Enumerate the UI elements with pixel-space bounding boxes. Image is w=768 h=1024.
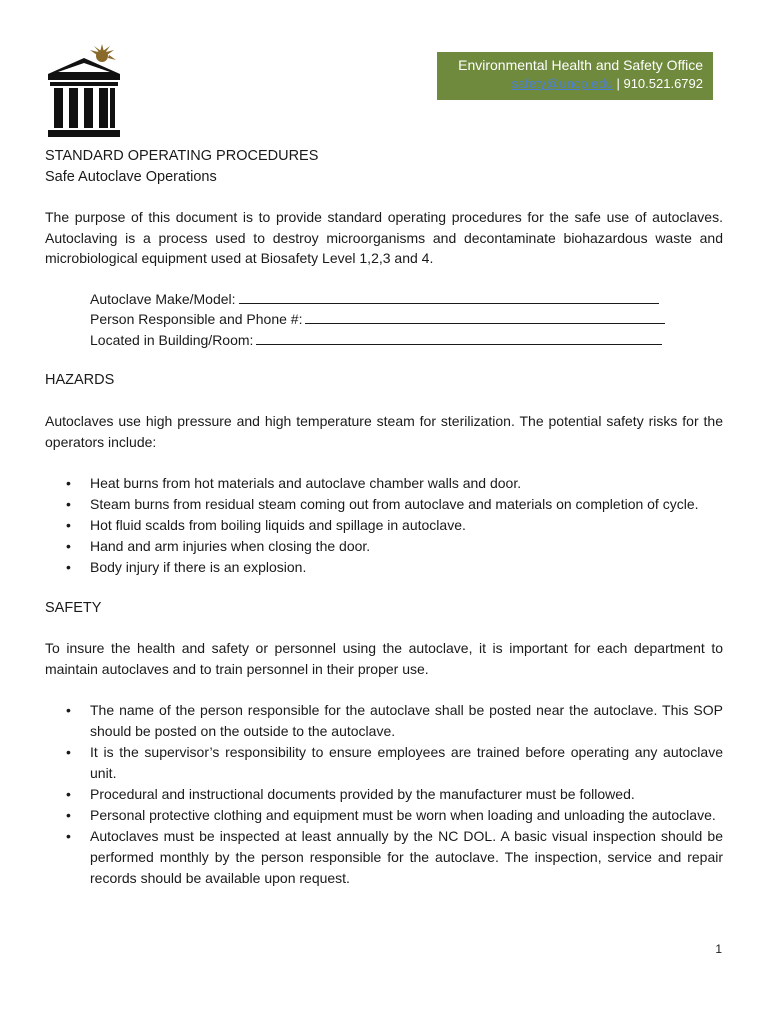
info-fields bbox=[45, 289, 723, 351]
bullet-icon: • bbox=[66, 786, 71, 802]
purpose-paragraph: The purpose of this document is to provide standard operating procedures for the safe use of autoclaves. Autoclaving is a process used to destroy microorganisms and decontaminate biohazardous waste and microbiological equipment used at Biosafety Level 1,2,3 and 4. bbox=[45, 209, 723, 266]
safety-intro: To insure the health and safety or personnel using the autoclave, it is important for each department to maintain autoclaves and to train personnel in their proper use. bbox=[45, 640, 723, 677]
office-title: Environmental Health and Safety Office bbox=[458, 57, 703, 73]
office-email-link[interactable]: safety@uncp.edu bbox=[511, 76, 613, 91]
field-label: Located in Building/Room: bbox=[90, 331, 254, 348]
bullet-icon: • bbox=[66, 807, 71, 823]
field-make-model bbox=[90, 289, 723, 310]
bullet-icon: • bbox=[66, 559, 71, 575]
bullet-icon: • bbox=[66, 496, 71, 512]
field-label: Autoclave Make/Model: bbox=[90, 290, 236, 307]
person-phone-blank-line[interactable] bbox=[305, 309, 665, 324]
bullet-icon: • bbox=[66, 517, 71, 533]
make-model-blank-line[interactable] bbox=[239, 289, 659, 304]
list-item: • Procedural and instructional documents provided by the manufacturer must be followed. bbox=[45, 784, 723, 805]
safety-heading: SAFETY bbox=[45, 600, 102, 616]
bullet-icon: • bbox=[66, 702, 71, 718]
bullet-icon: • bbox=[66, 828, 71, 844]
list-item: • The name of the person responsible for the autoclave shall be posted near the autoclave. This SOP should be posted on the outside to the autoclave. bbox=[66, 702, 723, 739]
document-title: STANDARD OPERATING PROCEDURES bbox=[45, 148, 319, 164]
hazards-heading: HAZARDS bbox=[45, 372, 115, 388]
page-number: 1 bbox=[715, 942, 722, 956]
building-room-blank-line[interactable] bbox=[256, 330, 662, 345]
office-header-box bbox=[437, 52, 713, 100]
list-item: • Steam burns from residual steam coming out from autoclave and materials on completion of cycle. bbox=[45, 494, 723, 515]
contact-separator: | bbox=[616, 76, 620, 91]
field-building-room bbox=[90, 330, 723, 351]
bullet-icon: • bbox=[66, 538, 71, 554]
sunburst-icon bbox=[90, 44, 116, 62]
office-phone: 910.521.6792 bbox=[623, 76, 703, 91]
list-item: • Autoclaves must be inspected at least annually by the NC DOL. A basic visual inspection should be performed monthly by the person responsible for the autoclave. The inspection, service and repair records should be available upon request. bbox=[66, 828, 723, 886]
document-subtitle: Safe Autoclave Operations bbox=[45, 169, 217, 185]
field-label: Person Responsible and Phone #: bbox=[90, 311, 303, 327]
list-item: • It is the supervisor’s responsibility to ensure employees are trained before operating any autoclave unit. bbox=[66, 744, 723, 781]
field-person-phone bbox=[90, 309, 723, 330]
office-contact bbox=[447, 75, 703, 93]
bullet-icon: • bbox=[66, 475, 71, 491]
university-building-icon bbox=[44, 44, 124, 138]
list-item: • Personal protective clothing and equipment must be worn when loading and unloading the autoclave. bbox=[45, 805, 723, 826]
list-item: • Body injury if there is an explosion. bbox=[45, 557, 723, 578]
hazards-list bbox=[45, 473, 723, 578]
safety-list bbox=[45, 700, 723, 889]
list-item: • Heat burns from hot materials and autoclave chamber walls and door. bbox=[45, 473, 723, 494]
bullet-icon: • bbox=[66, 744, 71, 760]
hazards-intro: Autoclaves use high pressure and high temperature steam for sterilization. The potential safety risks for the operators include: bbox=[45, 413, 723, 450]
document-body bbox=[45, 146, 723, 889]
list-item: • Hot fluid scalds from boiling liquids and spillage in autoclave. bbox=[45, 515, 723, 536]
list-item: • Hand and arm injuries when closing the door. bbox=[45, 536, 723, 557]
